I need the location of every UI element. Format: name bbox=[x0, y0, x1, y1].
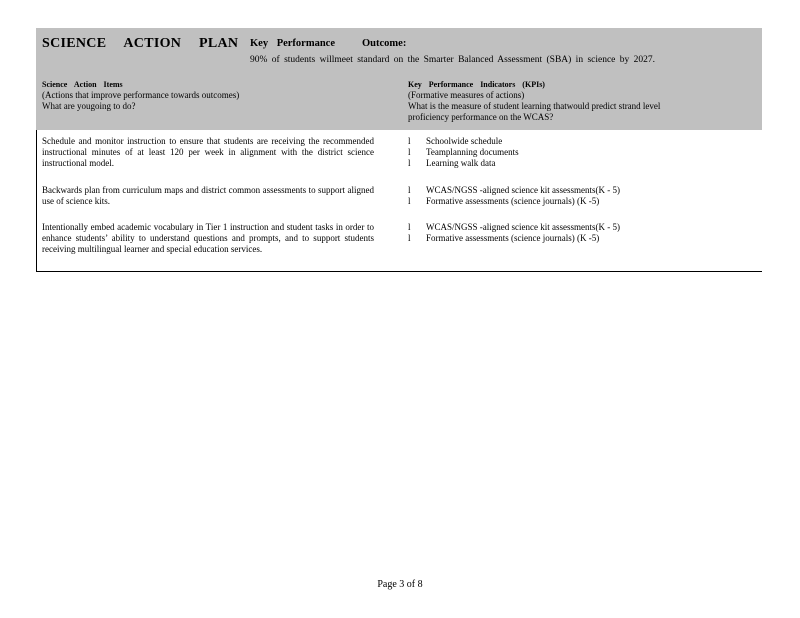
action-items-subtitle: (Actions that improve performance towards outcomes) bbox=[42, 90, 240, 100]
bullet-icon: l bbox=[408, 136, 411, 146]
action-item-text: Schedule and monitor instruction to ensure that students are receiving the recommended instructional minutes of at least 120 per week in alignment with the district science instructional model. bbox=[42, 136, 374, 169]
kpi-text: Formative assessments (science journals) (K -5) bbox=[426, 233, 600, 244]
action-plan-sheet bbox=[36, 28, 762, 273]
list-item bbox=[408, 185, 748, 196]
bullet-icon: l bbox=[408, 222, 411, 232]
bullet-icon: l bbox=[408, 185, 411, 195]
page-title: SCIENCE ACTION PLAN bbox=[42, 36, 239, 51]
kpi-heading: Key Performance Indicators (KPIs) bbox=[408, 80, 545, 89]
action-items-heading: Science Action Items bbox=[42, 80, 123, 89]
list-item bbox=[408, 222, 748, 233]
kpi-text: WCAS/NGSS -aligned science kit assessments(K - 5) bbox=[426, 222, 620, 232]
kpi-list bbox=[408, 222, 748, 244]
table-bottom-border bbox=[36, 271, 762, 272]
bullet-icon: l bbox=[408, 147, 411, 158]
kpi-text: Learning walk data bbox=[426, 158, 496, 169]
kpi-text: WCAS/NGSS -aligned science kit assessments(K - 5) bbox=[426, 185, 620, 195]
kpi-list bbox=[408, 185, 748, 207]
list-item bbox=[408, 136, 748, 147]
bullet-icon: l bbox=[408, 196, 411, 207]
kpi-text: Formative assessments (science journals) (K -5) bbox=[426, 196, 600, 207]
bullet-icon: l bbox=[408, 158, 411, 169]
action-item-text: Intentionally embed academic vocabulary in Tier 1 instruction and student tasks in order to enhance students’ ability to understand questions and prompts, and to support students receiving multilingual learner and special education services. bbox=[42, 222, 374, 255]
action-item-text: Backwards plan from curriculum maps and district common assessments to support aligned use of science kits. bbox=[42, 185, 374, 207]
list-item bbox=[408, 196, 748, 207]
kpi-column-header bbox=[408, 79, 738, 123]
outcome-label: Outcome: bbox=[362, 38, 407, 49]
kpi-list bbox=[408, 136, 748, 170]
page-footer bbox=[0, 579, 800, 590]
kpi-text: Teamplanning documents bbox=[426, 147, 519, 158]
outcome-goal-text: 90% of students willmeet standard on the Smarter Balanced Assessment (SBA) in science by 2027. bbox=[250, 55, 656, 65]
list-item bbox=[408, 233, 748, 244]
page-number: Page 3 of 8 bbox=[377, 579, 423, 590]
header-band bbox=[36, 28, 762, 130]
kpi-question: What is the measure of student learning thatwould predict strand level bbox=[408, 101, 661, 111]
key-performance-label: Key Performance bbox=[250, 38, 336, 49]
kpi-text: Schoolwide schedule bbox=[426, 136, 503, 146]
kpi-question-cont: proficiency performance on the WCAS? bbox=[408, 112, 554, 122]
list-item bbox=[408, 147, 748, 158]
list-item bbox=[408, 158, 748, 169]
bullet-icon: l bbox=[408, 233, 411, 244]
action-items-column-header bbox=[42, 79, 402, 112]
table-left-border bbox=[36, 130, 37, 272]
kpi-subtitle: (Formative measures of actions) bbox=[408, 90, 525, 100]
action-items-question: What are yougoing to do? bbox=[42, 101, 136, 111]
